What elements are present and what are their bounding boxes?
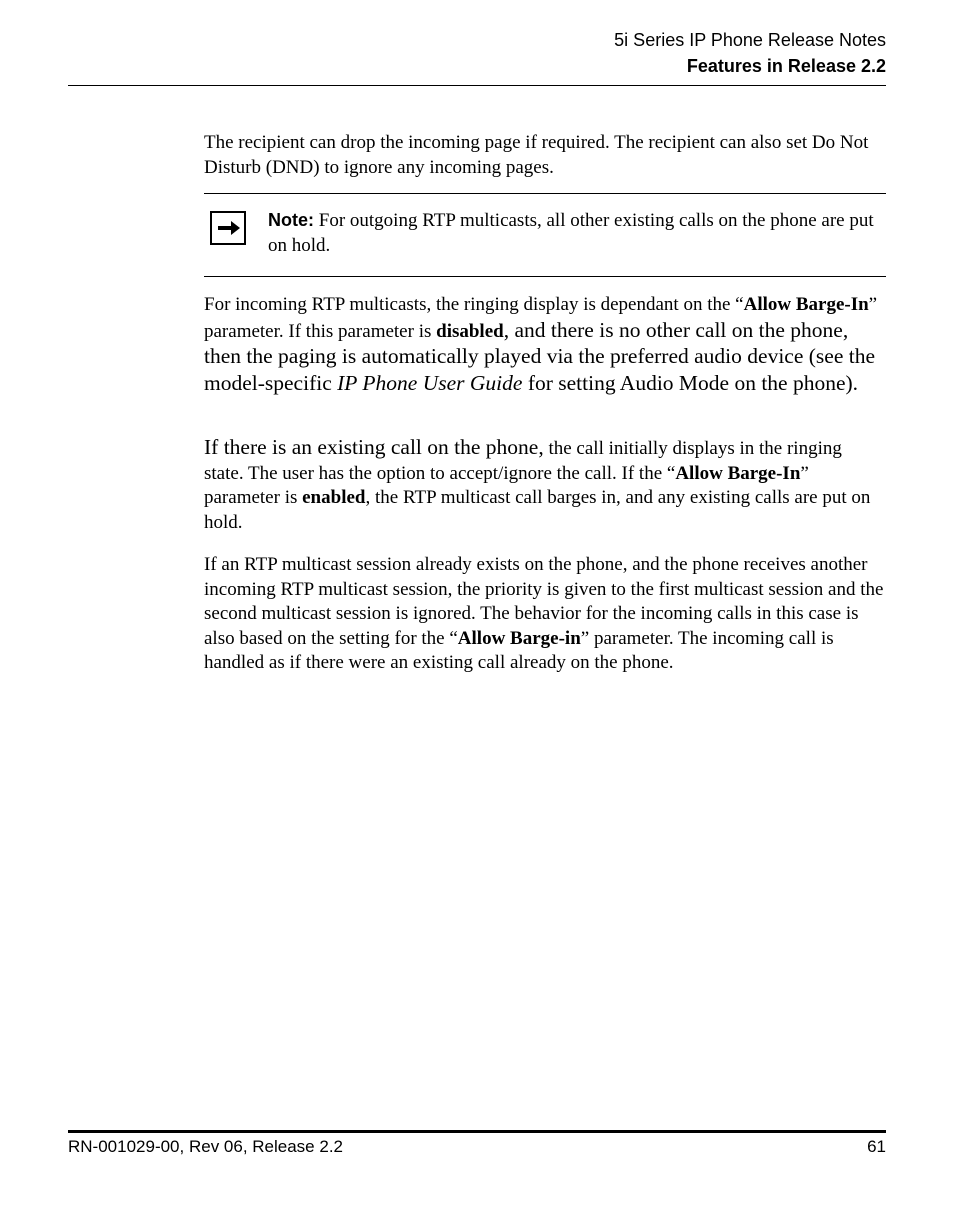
bold-term: Allow Barge-In	[675, 462, 801, 484]
bold-term: disabled	[436, 320, 504, 342]
text-run: for setting Audio Mode on the phone).	[522, 370, 859, 395]
bold-term: enabled	[302, 487, 366, 508]
text-run: If an RTP multicast session already exists on the phone, and the phone receives another incoming RTP multicast session, the priority is given to the first multicast session and the second multicast session is ignored. The behavior for the incoming calls in this case is also based on the setting for the “	[204, 554, 884, 649]
note-bottom-rule	[204, 276, 886, 277]
text-run: ” parameter. The incoming call is handled as if there were an existing call already on the phone.	[204, 627, 834, 673]
bold-term: Allow Barge-in	[457, 627, 581, 649]
paragraph-dnd: The recipient can drop the incoming page if required. The recipient can also set Do Not Disturb (DND) to ignore any incoming pages.	[204, 132, 869, 178]
text-run: If there is an existing call on the phone,	[204, 435, 544, 459]
text-run: the call initially displays in the ringing state. The user has the option to accept/ignore the call. If the “	[204, 438, 842, 484]
text-run: For incoming RTP multicasts, the ringing display is dependant on the “	[204, 294, 744, 315]
arrow-right-icon	[210, 211, 246, 245]
paragraph-incoming-multicast	[204, 293, 886, 397]
note	[268, 208, 886, 258]
header-rule	[68, 85, 886, 86]
note-label: Note:	[268, 210, 314, 230]
text-run: ” parameter. If this parameter is	[204, 294, 878, 342]
footer-page-number: 61	[867, 1137, 886, 1156]
header-doc-title: 5i Series IP Phone Release Notes	[614, 30, 886, 50]
paragraph-multicast-session	[204, 553, 886, 676]
italic-title: IP Phone User Guide	[337, 370, 523, 395]
bold-term: Allow Barge-In	[743, 294, 869, 315]
paragraph-existing-call	[204, 435, 886, 535]
text-run: ” parameter is	[204, 462, 809, 508]
note-text: For outgoing RTP multicasts, all other existing calls on the phone are put on hold.	[268, 210, 874, 256]
header-section-title: Features in Release 2.2	[686, 56, 886, 76]
footer-doc-id: RN-001029-00, Rev 06, Release 2.2	[68, 1137, 343, 1156]
text-run: , the RTP multicast call barges in, and any existing calls are put on hold.	[204, 487, 871, 533]
text-run: , and there is no other call on the phone, then the paging is automatically played via the preferred audio device (see the model-specific	[204, 317, 876, 395]
footer-rule	[68, 1130, 886, 1133]
note-top-rule	[204, 193, 886, 194]
